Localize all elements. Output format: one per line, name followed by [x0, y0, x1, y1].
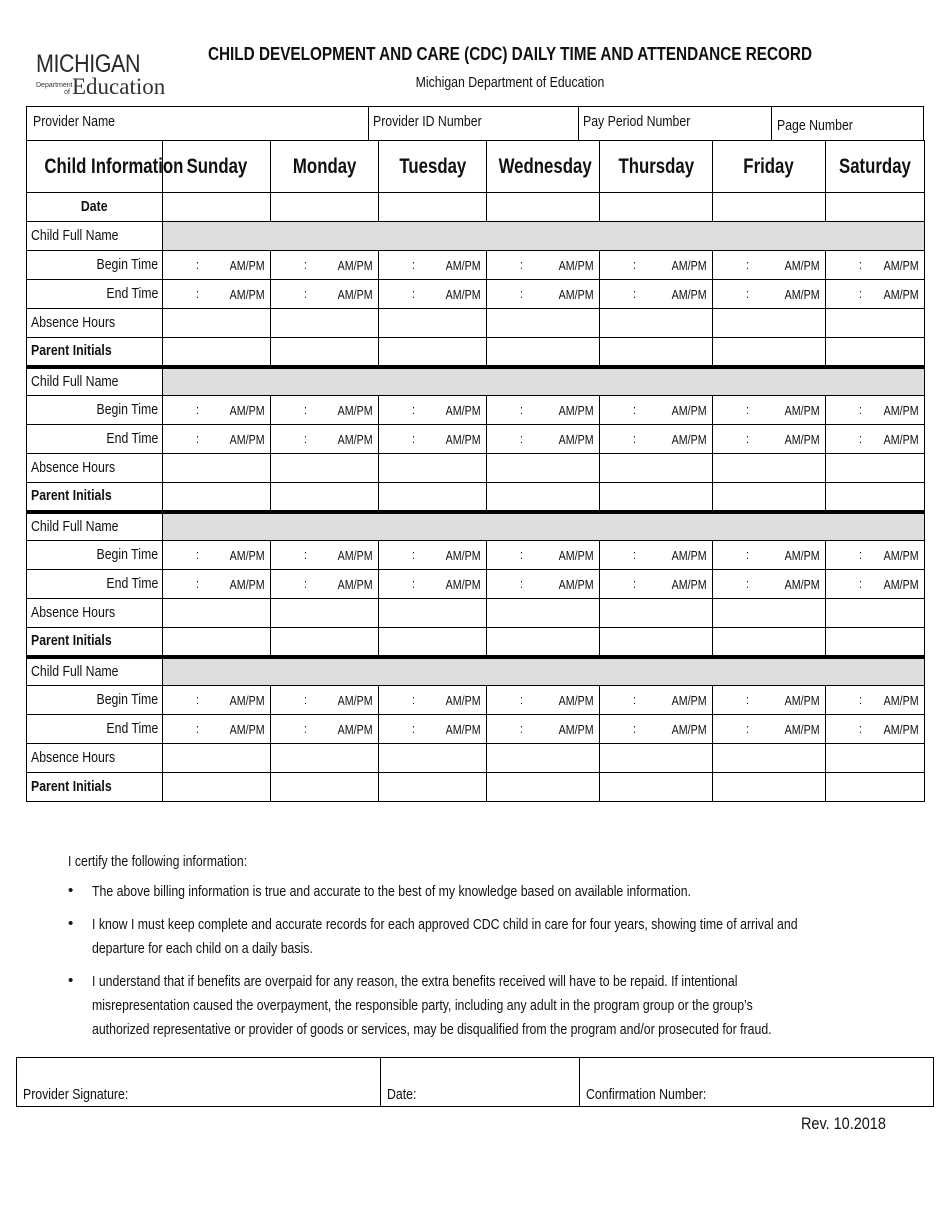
pay-period-label: Pay Period Number [583, 113, 691, 130]
absence-hours-sunday-field[interactable] [163, 599, 271, 628]
begin-time-row [27, 251, 925, 280]
logo-tagline: Department of [36, 82, 73, 96]
absence-hours-wednesday-field[interactable] [487, 599, 600, 628]
provider-id-label: Provider ID Number [373, 113, 482, 130]
parent-initials-friday-field[interactable] [713, 483, 826, 512]
day-header-row [27, 141, 925, 193]
end-time-thursday-field[interactable]: : AM/PM [600, 715, 713, 744]
certification-intro: I certify the following information: [68, 853, 248, 870]
begin-time-wednesday-field[interactable]: : AM/PM [487, 686, 600, 715]
page-number-field[interactable] [771, 106, 924, 141]
confirmation-number-label: Confirmation Number: [586, 1086, 707, 1103]
begin-time-tuesday-field[interactable]: : AM/PM [379, 396, 487, 425]
absence-hours-label: Absence Hours [27, 309, 163, 338]
child-full-name-label: Child Full Name [27, 222, 163, 251]
absence-hours-tuesday-field[interactable] [379, 744, 487, 773]
date-cell-tuesday[interactable] [379, 193, 487, 222]
provider-info-row [26, 106, 924, 141]
begin-time-monday-field[interactable]: : AM/PM [271, 251, 379, 280]
end-time-label: End Time [27, 280, 163, 309]
absence-hours-thursday-field[interactable] [600, 599, 713, 628]
day-header-saturday: Saturday [826, 141, 925, 193]
certification-text-line: authorized representative or provider of goods or services, may be disqualified from the program and/or prosecuted for fraud. [92, 1021, 772, 1038]
begin-time-wednesday-field[interactable]: : AM/PM [487, 396, 600, 425]
signature-date-label: Date: [387, 1086, 417, 1103]
date-cell-saturday[interactable] [826, 193, 925, 222]
absence-hours-friday-field[interactable] [713, 309, 826, 338]
pay-period-field[interactable] [578, 106, 772, 141]
parent-initials-monday-field[interactable] [271, 773, 379, 802]
certification-text-line: misrepresentation caused the overpayment, the responsible party, including any adult in the program group or the group’s [92, 997, 753, 1014]
end-time-tuesday-field[interactable]: : AM/PM [379, 570, 487, 599]
absence-hours-thursday-field[interactable] [600, 744, 713, 773]
end-time-monday-field[interactable]: : AM/PM [271, 425, 379, 454]
parent-initials-label: Parent Initials [27, 628, 163, 657]
bullet-icon: • [68, 915, 74, 932]
parent-initials-thursday-field[interactable] [600, 628, 713, 657]
form-subtitle: Michigan Department of Education [415, 74, 605, 91]
parent-initials-label: Parent Initials [27, 483, 163, 512]
date-row [27, 193, 925, 222]
parent-initials-sunday-field[interactable] [163, 483, 271, 512]
date-cell-thursday[interactable] [600, 193, 713, 222]
parent-initials-saturday-field[interactable] [826, 773, 925, 802]
begin-time-monday-field[interactable]: : AM/PM [271, 396, 379, 425]
begin-time-friday-field[interactable]: : AM/PM [713, 541, 826, 570]
begin-time-row [27, 396, 925, 425]
attendance-grid [26, 140, 925, 802]
end-time-tuesday-field[interactable]: : AM/PM [379, 425, 487, 454]
parent-initials-monday-field[interactable] [271, 338, 379, 367]
begin-time-friday-field[interactable]: : AM/PM [713, 686, 826, 715]
child-name-row [27, 367, 925, 396]
parent-initials-thursday-field[interactable] [600, 483, 713, 512]
parent-initials-thursday-field[interactable] [600, 338, 713, 367]
end-time-sunday-field[interactable]: : AM/PM [163, 425, 271, 454]
child-name-row [27, 512, 925, 541]
absence-hours-monday-field[interactable] [271, 599, 379, 628]
absence-hours-row [27, 454, 925, 483]
day-header-sunday: Sunday [163, 141, 271, 193]
begin-time-label: Begin Time [27, 541, 163, 570]
begin-time-friday-field[interactable]: : AM/PM [713, 396, 826, 425]
end-time-friday-field[interactable]: : AM/PM [713, 570, 826, 599]
end-time-thursday-field[interactable]: : AM/PM [600, 570, 713, 599]
begin-time-friday-field[interactable]: : AM/PM [713, 251, 826, 280]
parent-initials-thursday-field[interactable] [600, 773, 713, 802]
parent-initials-tuesday-field[interactable] [379, 628, 487, 657]
child-full-name-label: Child Full Name [27, 512, 163, 541]
begin-time-monday-field[interactable]: : AM/PM [271, 686, 379, 715]
begin-time-thursday-field[interactable]: : AM/PM [600, 686, 713, 715]
day-header-thursday: Thursday [600, 141, 713, 193]
begin-time-sunday-field[interactable]: : AM/PM [163, 251, 271, 280]
parent-initials-label: Parent Initials [27, 338, 163, 367]
date-cell-wednesday[interactable] [487, 193, 600, 222]
parent-initials-wednesday-field[interactable] [487, 628, 600, 657]
absence-hours-saturday-field[interactable] [826, 454, 925, 483]
absence-hours-friday-field[interactable] [713, 599, 826, 628]
absence-hours-wednesday-field[interactable] [487, 454, 600, 483]
begin-time-saturday-field[interactable]: : AM/PM [826, 541, 925, 570]
certification-text-line: departure for each child on a daily basis. [92, 940, 313, 957]
parent-initials-monday-field[interactable] [271, 628, 379, 657]
end-time-saturday-field[interactable]: : AM/PM [826, 570, 925, 599]
begin-time-thursday-field[interactable]: : AM/PM [600, 396, 713, 425]
day-header-friday: Friday [713, 141, 826, 193]
absence-hours-row [27, 309, 925, 338]
parent-initials-friday-field[interactable] [713, 628, 826, 657]
end-time-row [27, 425, 925, 454]
end-time-saturday-field[interactable]: : AM/PM [826, 715, 925, 744]
end-time-sunday-field[interactable]: : AM/PM [163, 715, 271, 744]
absence-hours-tuesday-field[interactable] [379, 454, 487, 483]
day-header-wednesday: Wednesday [487, 141, 600, 193]
begin-time-sunday-field[interactable]: : AM/PM [163, 541, 271, 570]
absence-hours-row [27, 744, 925, 773]
begin-time-wednesday-field[interactable]: : AM/PM [487, 541, 600, 570]
parent-initials-friday-field[interactable] [713, 773, 826, 802]
absence-hours-thursday-field[interactable] [600, 309, 713, 338]
end-time-tuesday-field[interactable]: : AM/PM [379, 715, 487, 744]
begin-time-tuesday-field[interactable]: : AM/PM [379, 251, 487, 280]
signature-date-field[interactable] [380, 1057, 580, 1107]
end-time-thursday-field[interactable]: : AM/PM [600, 280, 713, 309]
absence-hours-friday-field[interactable] [713, 744, 826, 773]
provider-signature-label: Provider Signature: [23, 1086, 129, 1103]
certification-text-line: The above billing information is true and accurate to the best of my knowledge based on available information. [92, 883, 691, 900]
absence-hours-thursday-field[interactable] [600, 454, 713, 483]
end-time-friday-field[interactable]: : AM/PM [713, 715, 826, 744]
child-full-name-field[interactable] [163, 367, 925, 396]
logo-state: MICHIGAN [36, 50, 141, 78]
begin-time-saturday-field[interactable]: : AM/PM [826, 396, 925, 425]
parent-initials-row [27, 338, 925, 367]
begin-time-thursday-field[interactable]: : AM/PM [600, 251, 713, 280]
parent-initials-row [27, 773, 925, 802]
begin-time-saturday-field[interactable]: : AM/PM [826, 686, 925, 715]
parent-initials-sunday-field[interactable] [163, 628, 271, 657]
end-time-thursday-field[interactable]: : AM/PM [600, 425, 713, 454]
provider-name-label: Provider Name [33, 113, 116, 130]
bullet-icon: • [68, 882, 74, 899]
absence-hours-saturday-field[interactable] [826, 309, 925, 338]
bullet-icon: • [68, 972, 74, 989]
begin-time-label: Begin Time [27, 251, 163, 280]
end-time-label: End Time [27, 425, 163, 454]
revision-label: Rev. 10.2018 [801, 1114, 886, 1133]
certification-text-line: I understand that if benefits are overpaid for any reason, the extra benefits received will have to be repaid. If intentional [92, 973, 738, 990]
absence-hours-tuesday-field[interactable] [379, 599, 487, 628]
parent-initials-tuesday-field[interactable] [379, 338, 487, 367]
end-time-monday-field[interactable]: : AM/PM [271, 715, 379, 744]
begin-time-sunday-field[interactable]: : AM/PM [163, 686, 271, 715]
parent-initials-saturday-field[interactable] [826, 338, 925, 367]
end-time-saturday-field[interactable]: : AM/PM [826, 425, 925, 454]
begin-time-row [27, 686, 925, 715]
begin-time-thursday-field[interactable]: : AM/PM [600, 541, 713, 570]
parent-initials-row [27, 483, 925, 512]
absence-hours-label: Absence Hours [27, 599, 163, 628]
child-full-name-field[interactable] [163, 222, 925, 251]
absence-hours-label: Absence Hours [27, 454, 163, 483]
logo-agency: Education [72, 74, 166, 99]
child-full-name-label: Child Full Name [27, 657, 163, 686]
absence-hours-label: Absence Hours [27, 744, 163, 773]
parent-initials-wednesday-field[interactable] [487, 483, 600, 512]
end-time-wednesday-field[interactable]: : AM/PM [487, 570, 600, 599]
child-full-name-label: Child Full Name [27, 367, 163, 396]
end-time-row [27, 280, 925, 309]
absence-hours-friday-field[interactable] [713, 454, 826, 483]
end-time-monday-field[interactable]: : AM/PM [271, 570, 379, 599]
date-cell-friday[interactable] [713, 193, 826, 222]
parent-initials-wednesday-field[interactable] [487, 773, 600, 802]
child-full-name-field[interactable] [163, 512, 925, 541]
parent-initials-tuesday-field[interactable] [379, 773, 487, 802]
begin-time-tuesday-field[interactable]: : AM/PM [379, 686, 487, 715]
date-cell-sunday[interactable] [163, 193, 271, 222]
absence-hours-sunday-field[interactable] [163, 454, 271, 483]
provider-name-field[interactable] [26, 106, 369, 141]
michigan-education-logo [32, 44, 166, 102]
absence-hours-tuesday-field[interactable] [379, 309, 487, 338]
parent-initials-wednesday-field[interactable] [487, 338, 600, 367]
confirmation-number-field[interactable] [579, 1057, 934, 1107]
end-time-row [27, 570, 925, 599]
absence-hours-sunday-field[interactable] [163, 744, 271, 773]
parent-initials-saturday-field[interactable] [826, 483, 925, 512]
day-header-tuesday: Tuesday [379, 141, 487, 193]
absence-hours-wednesday-field[interactable] [487, 744, 600, 773]
absence-hours-monday-field[interactable] [271, 744, 379, 773]
parent-initials-row [27, 628, 925, 657]
begin-time-label: Begin Time [27, 686, 163, 715]
end-time-wednesday-field[interactable]: : AM/PM [487, 425, 600, 454]
date-cell-monday[interactable] [271, 193, 379, 222]
child-full-name-field[interactable] [163, 657, 925, 686]
day-header-monday: Monday [271, 141, 379, 193]
child-information-header: Child Information [27, 141, 163, 193]
absence-hours-wednesday-field[interactable] [487, 309, 600, 338]
parent-initials-saturday-field[interactable] [826, 628, 925, 657]
parent-initials-sunday-field[interactable] [163, 773, 271, 802]
parent-initials-monday-field[interactable] [271, 483, 379, 512]
child-name-row [27, 657, 925, 686]
signature-row [16, 1057, 934, 1107]
end-time-label: End Time [27, 715, 163, 744]
parent-initials-friday-field[interactable] [713, 338, 826, 367]
parent-initials-tuesday-field[interactable] [379, 483, 487, 512]
parent-initials-label: Parent Initials [27, 773, 163, 802]
child-name-row [27, 222, 925, 251]
end-time-friday-field[interactable]: : AM/PM [713, 425, 826, 454]
absence-hours-row [27, 599, 925, 628]
parent-initials-sunday-field[interactable] [163, 338, 271, 367]
begin-time-label: Begin Time [27, 396, 163, 425]
end-time-wednesday-field[interactable]: : AM/PM [487, 280, 600, 309]
end-time-sunday-field[interactable]: : AM/PM [163, 280, 271, 309]
begin-time-tuesday-field[interactable]: : AM/PM [379, 541, 487, 570]
absence-hours-saturday-field[interactable] [826, 744, 925, 773]
begin-time-sunday-field[interactable]: : AM/PM [163, 396, 271, 425]
end-time-tuesday-field[interactable]: : AM/PM [379, 280, 487, 309]
provider-signature-field[interactable] [16, 1057, 381, 1107]
end-time-friday-field[interactable]: : AM/PM [713, 280, 826, 309]
end-time-wednesday-field[interactable]: : AM/PM [487, 715, 600, 744]
certification-text-line: I know I must keep complete and accurate records for each approved CDC child in care for four years, showing time of arrival and [92, 916, 798, 933]
form-title: CHILD DEVELOPMENT AND CARE (CDC) DAILY TIME AND ATTENDANCE RECORD [207, 44, 813, 64]
begin-time-row [27, 541, 925, 570]
end-time-row [27, 715, 925, 744]
absence-hours-saturday-field[interactable] [826, 599, 925, 628]
begin-time-saturday-field[interactable]: : AM/PM [826, 251, 925, 280]
begin-time-monday-field[interactable]: : AM/PM [271, 541, 379, 570]
end-time-sunday-field[interactable]: : AM/PM [163, 570, 271, 599]
end-time-label: End Time [27, 570, 163, 599]
date-label: Date [27, 193, 163, 222]
page-number-label: Page Number [777, 117, 853, 134]
absence-hours-sunday-field[interactable] [163, 309, 271, 338]
end-time-monday-field[interactable]: : AM/PM [271, 280, 379, 309]
end-time-saturday-field[interactable]: : AM/PM [826, 280, 925, 309]
provider-id-field[interactable] [368, 106, 579, 141]
begin-time-wednesday-field[interactable]: : AM/PM [487, 251, 600, 280]
absence-hours-monday-field[interactable] [271, 309, 379, 338]
absence-hours-monday-field[interactable] [271, 454, 379, 483]
